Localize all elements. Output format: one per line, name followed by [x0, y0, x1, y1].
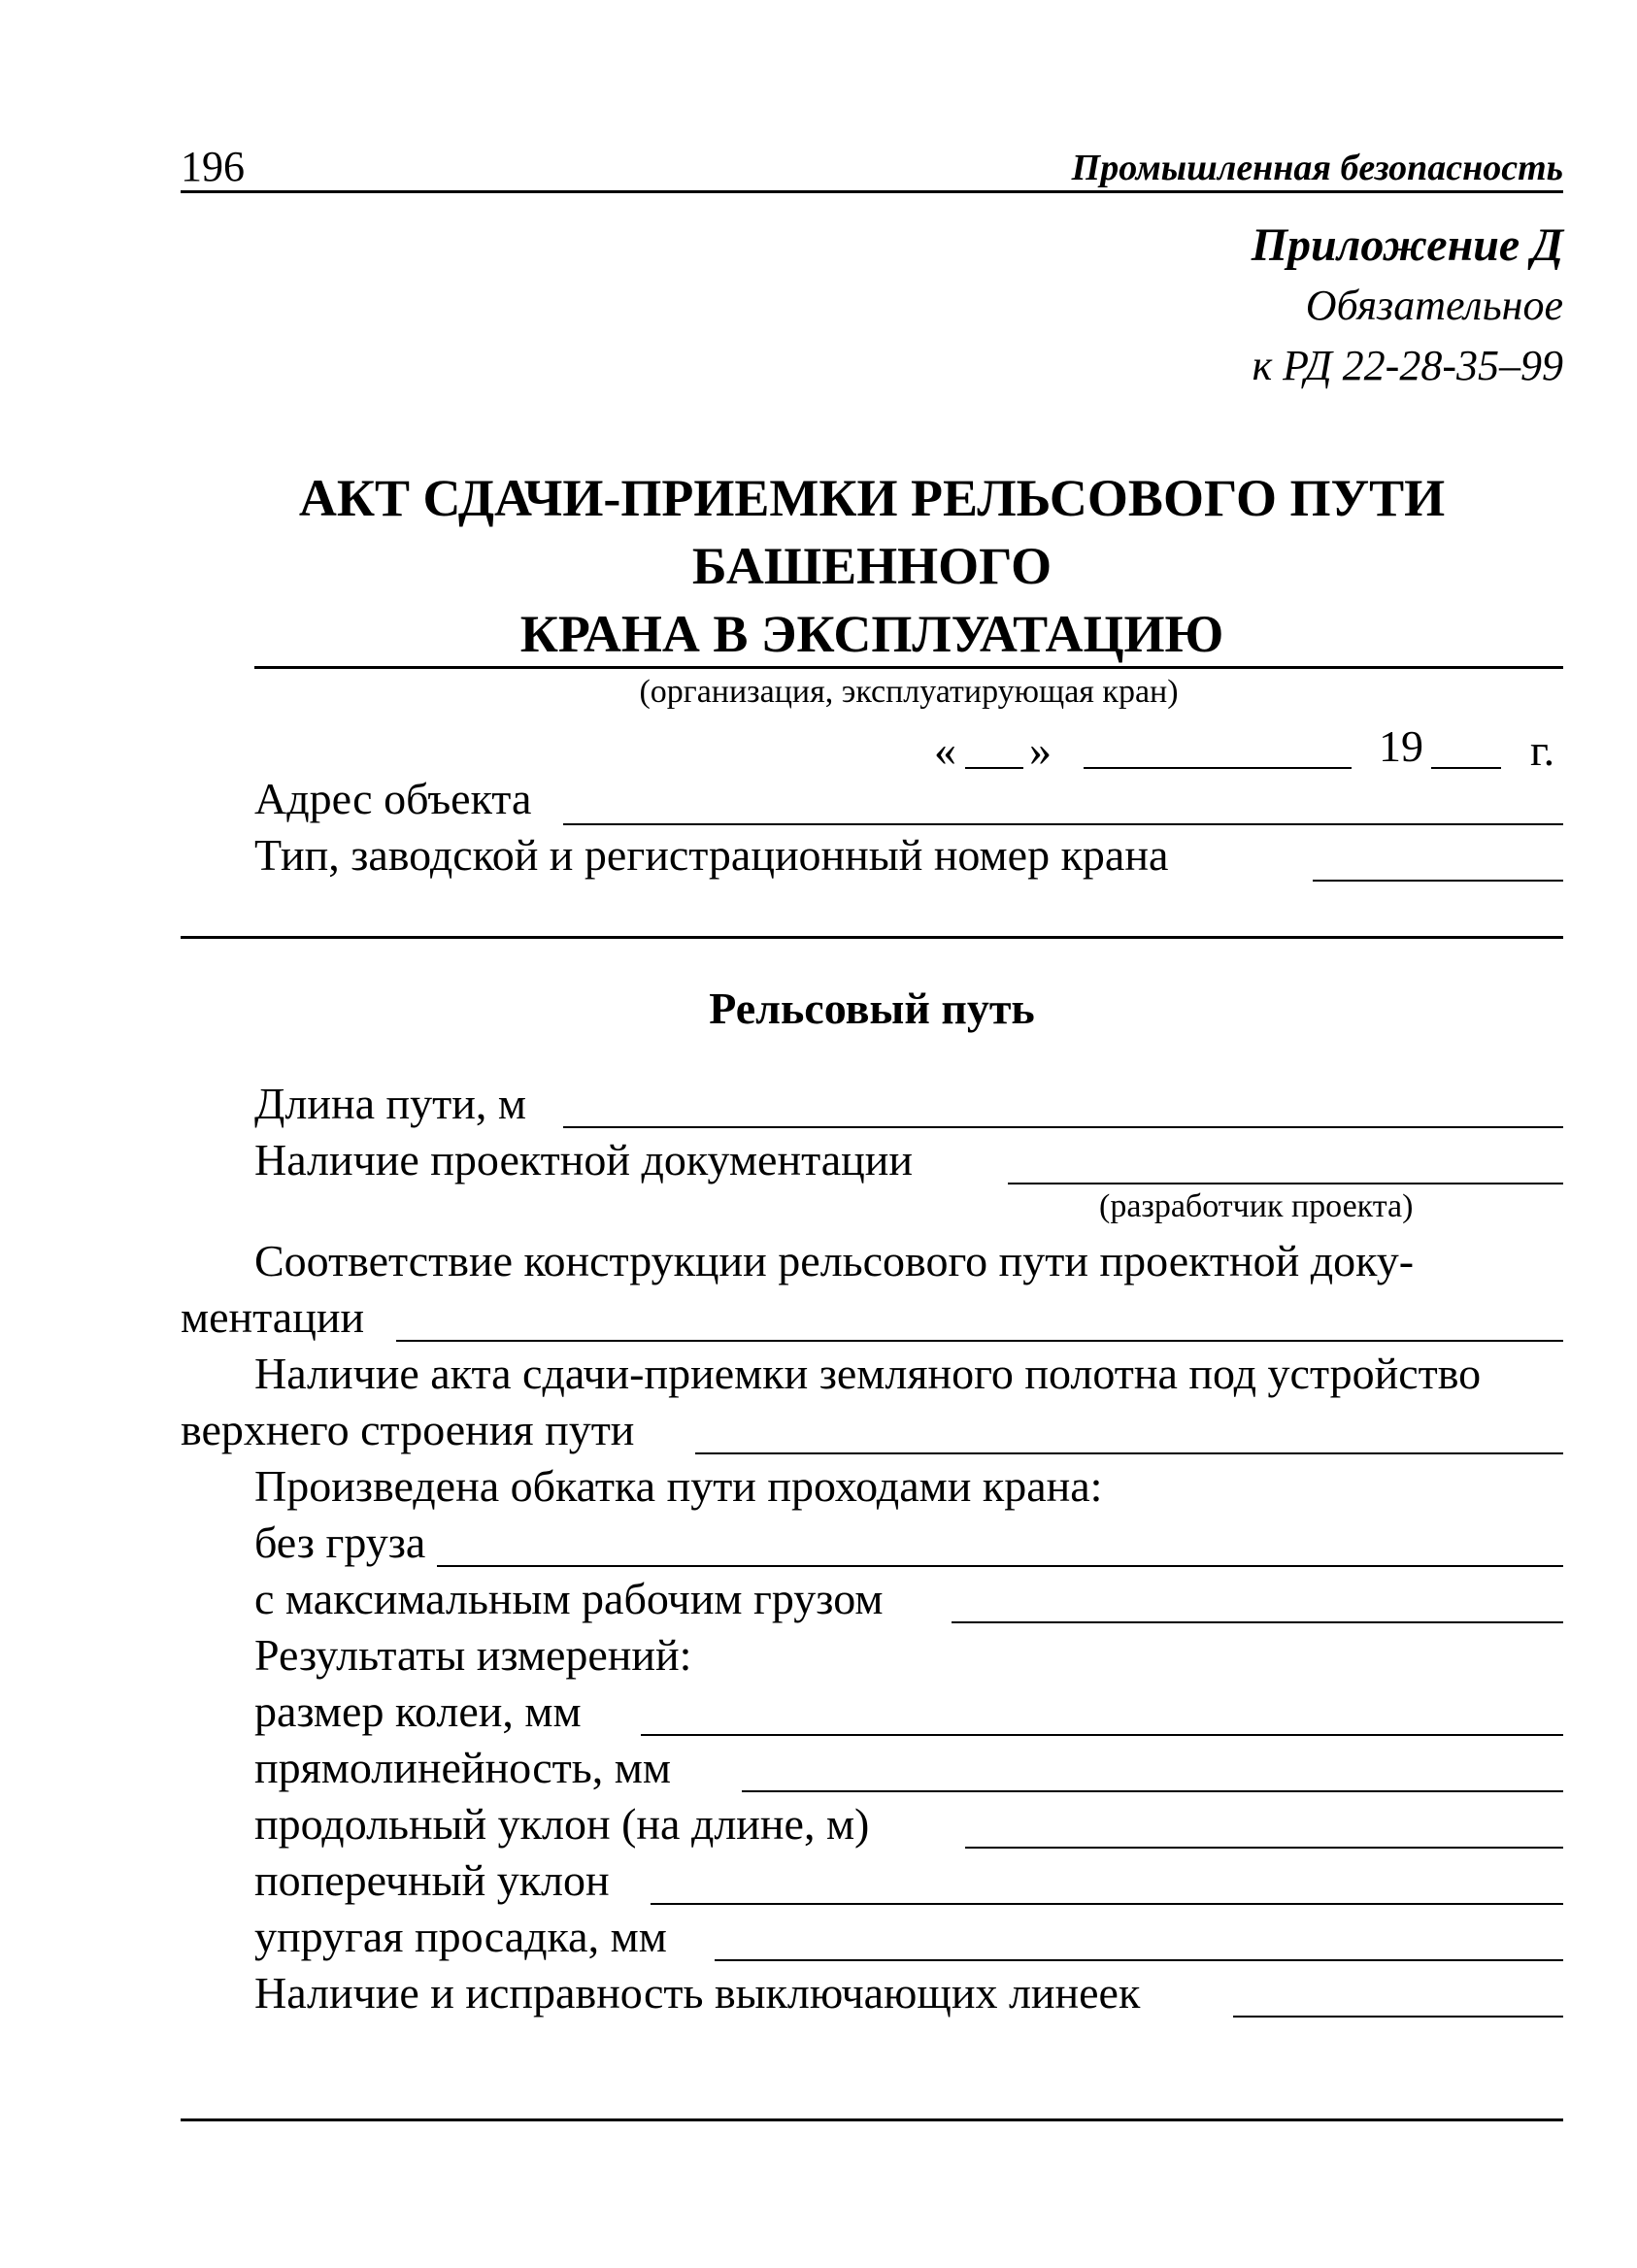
appendix-reference: к РД 22-28-35–99	[1252, 342, 1563, 389]
date-open-quote: «	[934, 725, 956, 775]
gauge-field[interactable]	[641, 1734, 1563, 1736]
organization-field[interactable]	[254, 666, 1563, 669]
appendix-status: Обязательное	[1305, 282, 1563, 329]
cross-slope-label: поперечный уклон	[254, 1855, 610, 1905]
crane-type-label: Тип, заводской и регистрационный номер крана	[254, 830, 1169, 880]
no-load-label: без груза	[254, 1518, 426, 1567]
date-year-prefix: 19	[1379, 721, 1423, 771]
elastic-sag-field[interactable]	[715, 1959, 1563, 1961]
switch-rulers-field[interactable]	[1233, 2016, 1563, 2018]
cross-slope-field[interactable]	[651, 1903, 1563, 1905]
track-length-label: Длина пути, м	[254, 1079, 526, 1128]
appendix-block	[1252, 216, 1563, 396]
organization-caption: (организация, эксплуатирующая кран)	[639, 674, 1179, 710]
earth-act-field[interactable]	[695, 1452, 1563, 1454]
conformity-label-line-2: ментации	[181, 1292, 365, 1342]
project-docs-label: Наличие проектной документации	[254, 1135, 914, 1184]
track-length-field[interactable]	[563, 1126, 1563, 1128]
conformity-field[interactable]	[396, 1340, 1563, 1342]
earth-act-label-line-1: Наличие акта сдачи-приемки земляного полотна под устройство	[254, 1349, 1482, 1398]
longitudinal-slope-field[interactable]	[965, 1847, 1563, 1849]
divider-line	[181, 936, 1563, 939]
crane-type-field[interactable]	[1313, 880, 1563, 882]
no-load-field[interactable]	[437, 1565, 1563, 1567]
date-month-field[interactable]	[1084, 767, 1352, 769]
straightness-field[interactable]	[742, 1790, 1563, 1792]
book-title: Промышленная безопасность	[1071, 148, 1563, 188]
section-title: Рельсовый путь	[709, 984, 1035, 1033]
address-label: Адрес объекта	[254, 774, 532, 823]
max-load-label: с максимальным рабочим грузом	[254, 1574, 884, 1623]
elastic-sag-label: упругая просадка, мм	[254, 1912, 667, 1961]
max-load-field[interactable]	[952, 1621, 1563, 1623]
project-docs-field[interactable]	[1008, 1183, 1563, 1184]
bottom-divider-line[interactable]	[181, 2118, 1563, 2121]
results-heading: Результаты измерений:	[254, 1630, 692, 1680]
title-line-1: АКТ СДАЧИ-ПРИЕМКИ РЕЛЬСОВОГО ПУТИ БАШЕННОГО	[298, 469, 1446, 595]
longitudinal-slope-label: продольный уклон (на длине, м)	[254, 1799, 870, 1849]
date-year-suffix: г.	[1530, 725, 1555, 775]
page-number: 196	[181, 143, 245, 190]
date-day-field[interactable]	[965, 767, 1023, 769]
gauge-label: размер колеи, мм	[254, 1686, 582, 1736]
document-title	[181, 464, 1563, 668]
conformity-label-line-1: Соответствие конструкции рельсового пути проектной доку-	[254, 1236, 1415, 1285]
running-head	[181, 144, 1563, 193]
title-line-2: КРАНА В ЭКСПЛУАТАЦИЮ	[519, 605, 1224, 663]
address-field[interactable]	[563, 823, 1563, 825]
rolling-heading: Произведена обкатка пути проходами крана:	[254, 1461, 1103, 1511]
earth-act-label-line-2: верхнего строения пути	[181, 1405, 635, 1454]
date-close-quote: »	[1029, 725, 1052, 775]
appendix-label: Приложение Д	[1251, 219, 1563, 271]
switch-rulers-label: Наличие и исправность выключающих линеек	[254, 1968, 1141, 2018]
straightness-label: прямолинейность, мм	[254, 1743, 671, 1792]
date-year-field[interactable]	[1431, 767, 1501, 769]
developer-caption: (разработчик проекта)	[1099, 1188, 1414, 1224]
